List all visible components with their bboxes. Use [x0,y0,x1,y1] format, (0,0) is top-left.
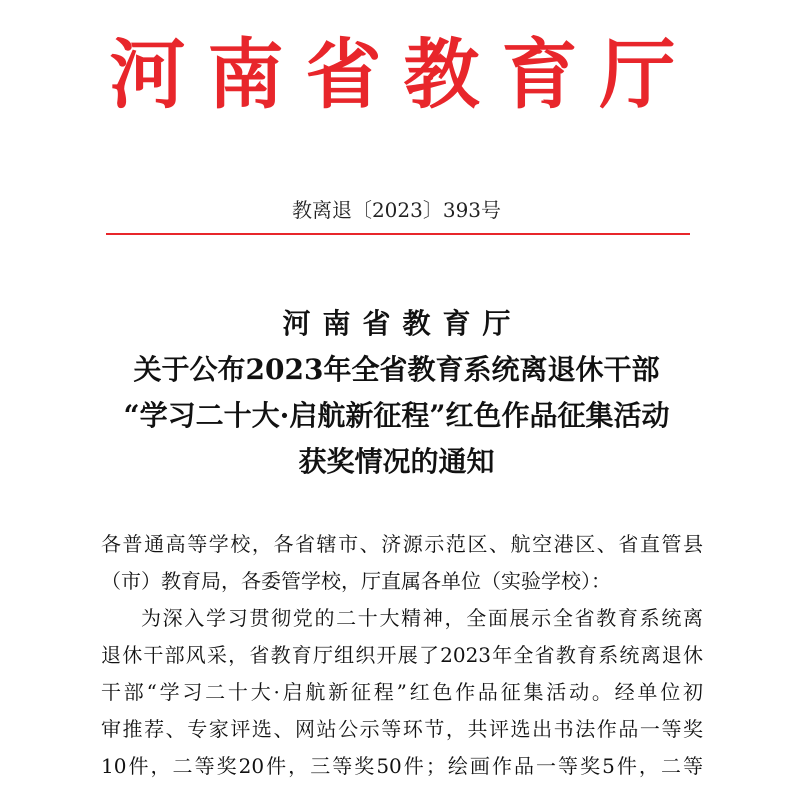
paragraph-line: 为深入学习贯彻党的二十大精神，全面展示全省教育系统离 [141,606,703,630]
addressee-line: （市）教育局，各委管学校，厅直属各单位（实验学校）： [101,569,611,593]
issuer-header: 河南省教育厅 [109,30,698,119]
paragraph-line: 退休干部风采，省教育厅组织开展了2023年全省教育系统离退休 [101,643,703,667]
red-divider-line [106,233,690,235]
addressee-line: 各普通高等学校，各省辖市、济源示范区、航空港区、省直管县 [101,532,703,556]
title-line-issuer: 河南省教育厅 [282,307,523,340]
title-line: 关于公布2023年全省教育系统离退休干部 [133,353,660,386]
paragraph-line: 干部“学习二十大·启航新征程”红色作品征集活动。经单位初 [101,680,703,704]
paragraph-line: 审推荐、专家评选、网站公示等环节，共评选出书法作品一等奖 [101,717,703,741]
title-line: 获奖情况的通知 [298,445,495,478]
title-line: “学习二十大·启航新征程”红色作品征集活动 [123,399,670,432]
document-number: 教离退〔2023〕393号 [291,198,502,222]
paragraph-line: 10件，二等奖20件，三等奖50件；绘画作品一等奖5件，二等 [101,754,703,778]
document-body [101,526,703,785]
document-title [0,301,793,485]
